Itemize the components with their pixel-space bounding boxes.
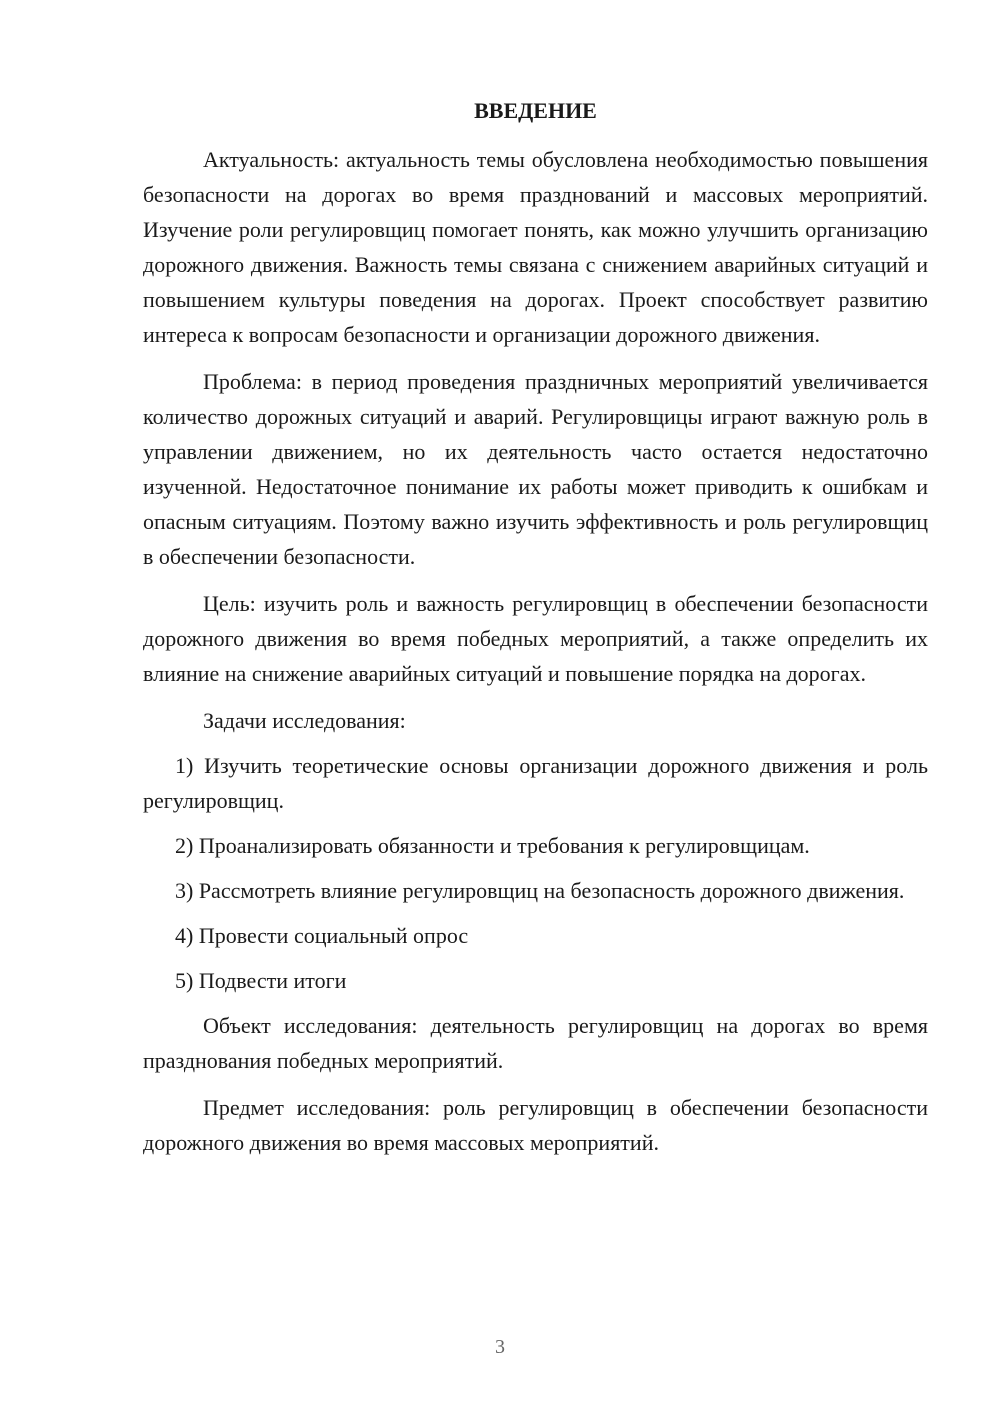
task-item: 4) Провести социальный опрос — [175, 923, 469, 948]
document-body — [143, 142, 928, 1160]
goal-paragraph: Цель: изучить роль и важность регулировщиц в обеспечении безопасности дорожного движения во время победных мероприятий, а также определить их влияние на снижение аварийных ситуаций и повышение порядка на дорогах. — [143, 591, 928, 686]
tasks-heading: Задачи исследования: — [203, 708, 406, 733]
task-item: 5) Подвести итоги — [175, 968, 347, 993]
subject-paragraph: Предмет исследования: роль регулировщиц в обеспечении безопасности дорожного движения во время массовых мероприятий. — [143, 1095, 928, 1155]
object-paragraph: Объект исследования: деятельность регулировщиц на дорогах во время празднования победных мероприятий. — [143, 1013, 928, 1073]
page-number: 3 — [495, 1336, 505, 1358]
relevance-paragraph: Актуальность: актуальность темы обусловлена необходимостью повышения безопасности на дорогах во время празднований и массовых мероприятий. Изучение роли регулировщиц помогает понять, как можно улучшить организацию дорожного движения. Важность темы связана с снижением аварийных ситуаций и повышением культуры поведения на дорогах. Проект способствует развитию интереса к вопросам безопасности и организации дорожного движения. — [143, 147, 928, 347]
task-item: 3) Рассмотреть влияние регулировщиц на безопасность дорожного движения. — [175, 878, 905, 903]
problem-paragraph: Проблема: в период проведения праздничных мероприятий увеличивается количество дорожных ситуаций и аварий. Регулировщицы играют важную роль в управлении движением, но их деятельность часто остается недостаточно изученной. Недостаточное понимание их работы может приводить к ошибкам и опасным ситуациям. Поэтому важно изучить эффективность и роль регулировщиц в обеспечении безопасности. — [143, 369, 928, 569]
task-item: 2) Проанализировать обязанности и требования к регулировщицам. — [175, 833, 810, 858]
page-title: ВВЕДЕНИЕ — [474, 98, 597, 123]
task-item: 1) Изучить теоретические основы организации дорожного движения и роль регулировщиц. — [143, 753, 928, 813]
tasks-list — [143, 748, 928, 998]
